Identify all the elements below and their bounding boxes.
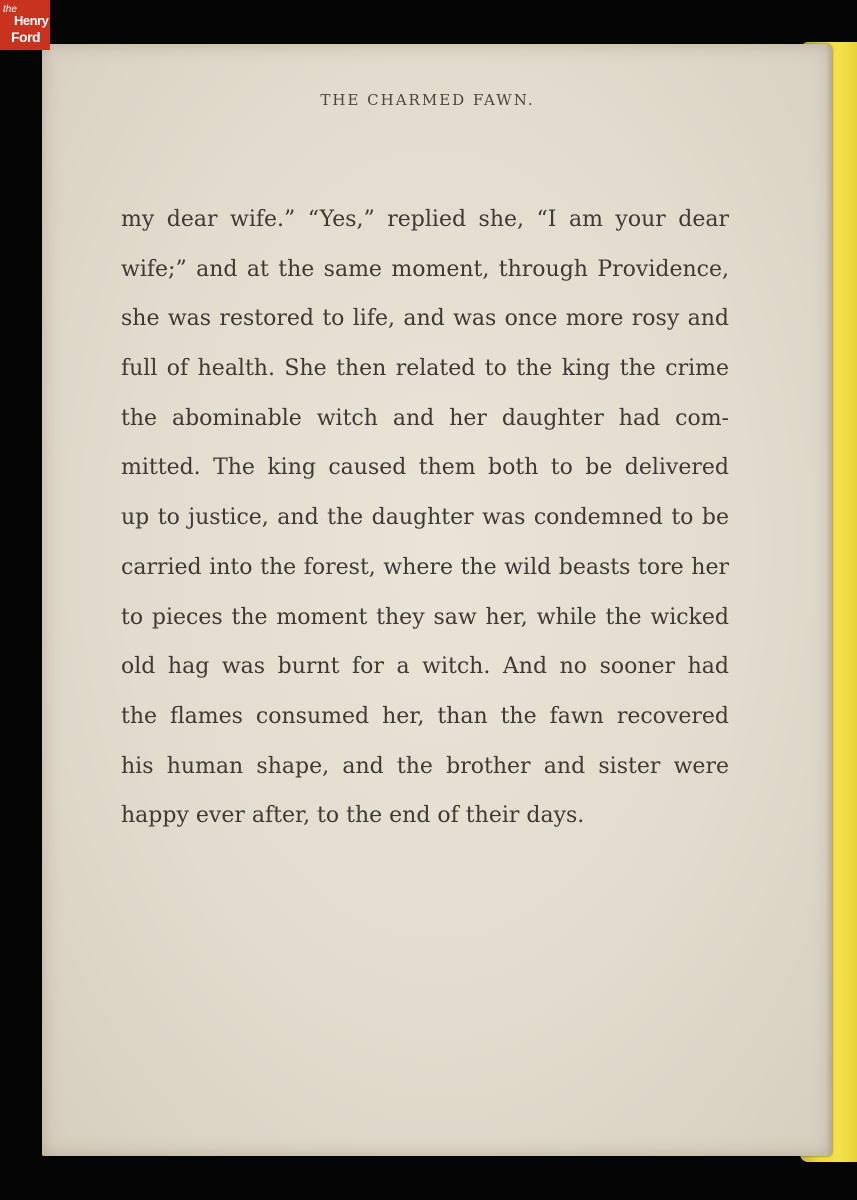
logo-text-ford: Ford (11, 29, 41, 45)
text-line: old hag was burnt for a witch. And no sooner had (121, 654, 729, 680)
text-line: the abominable witch and her daughter had com- (121, 405, 729, 431)
text-line: full of health. She then related to the king the crime (121, 356, 729, 382)
page-edge (826, 44, 832, 1156)
text-line: his human shape, and the brother and sister were (121, 753, 729, 779)
text-line: she was restored to life, and was once more rosy and (121, 306, 729, 332)
henry-ford-logo (0, 0, 50, 50)
text-line: up to justice, and the daughter was condemned to be (121, 505, 729, 531)
text-line: to pieces the moment they saw her, while the wicked (121, 604, 729, 630)
text-line: carried into the forest, where the wild beasts tore her (121, 554, 729, 580)
text-line: the flames consumed her, than the fawn recovered (121, 703, 729, 729)
running-head: THE CHARMED FAWN. (320, 91, 535, 109)
logo-text-henry: Henry (14, 13, 49, 28)
page-text (121, 199, 729, 845)
text-line: my dear wife.” “Yes,” replied she, “I am your dear (121, 207, 729, 232)
logo-text-the: the (3, 4, 17, 15)
text-line: wife;” and at the same moment, through Providence, (121, 256, 729, 282)
text-line: mitted. The king caused them both to be delivered (121, 455, 729, 481)
text-line: happy ever after, to the end of their days. (121, 803, 585, 829)
